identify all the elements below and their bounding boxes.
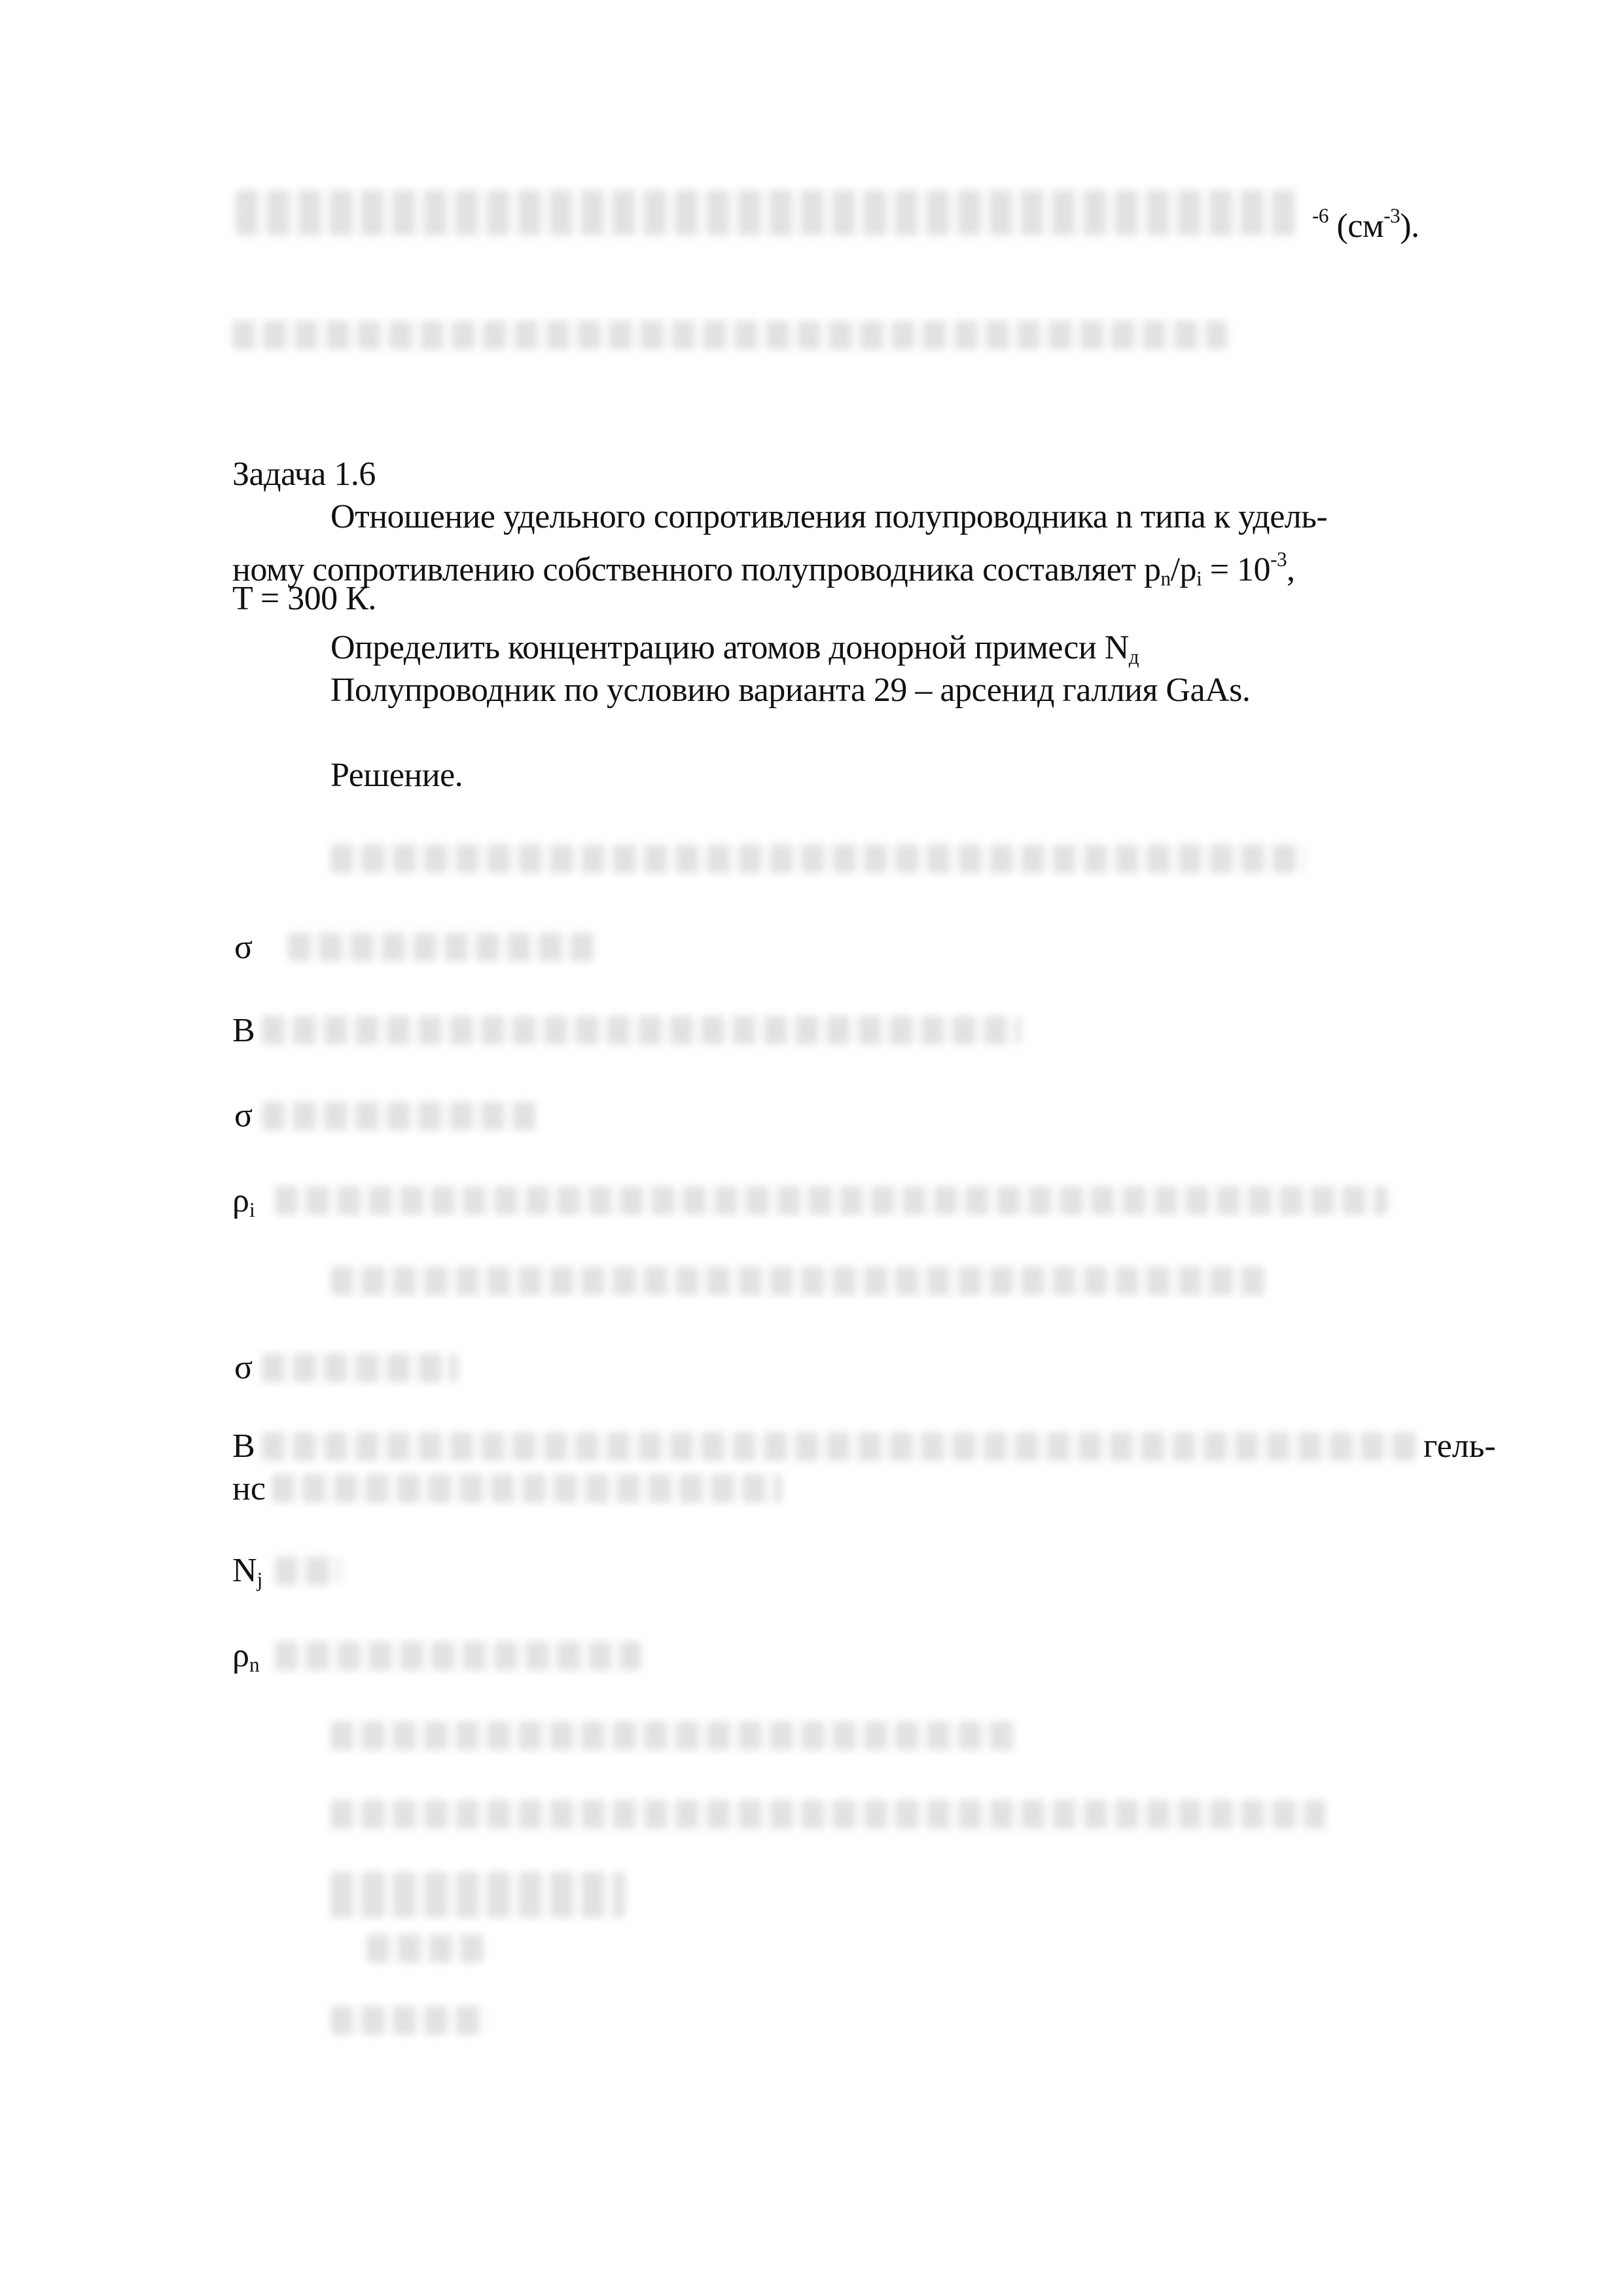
illegible-text-v-2: [262, 1432, 1420, 1461]
illegible-solution-step-1: [330, 844, 1306, 873]
problem-line-2-text: ному сопротивлению собственного полупроводника составляет p: [232, 550, 1161, 588]
rho-letter: ρ: [232, 1182, 249, 1219]
rho-n-sub: n: [249, 1653, 260, 1676]
illegible-formula-top: [236, 190, 1296, 236]
formula-units: [1312, 196, 1419, 246]
rho-n-symbol: [232, 1636, 260, 1685]
illegible-formula-line-a: [330, 1800, 1325, 1829]
sub-n: n: [1160, 567, 1171, 590]
units-exponent: -3: [1383, 204, 1400, 227]
formula-exponent: -6: [1312, 204, 1329, 227]
n-symbol: [232, 1551, 262, 1600]
units-close: ).: [1400, 207, 1419, 245]
n-sub: j: [257, 1568, 263, 1591]
problem-line-1: Отношение удельного сопротивления полупроводника n типа к удель-: [330, 498, 1328, 535]
illegible-formula-n: [275, 1556, 340, 1585]
illegible-text-v-1: [262, 1016, 1021, 1045]
v-letter-2: В: [232, 1427, 255, 1465]
rho-letter-n: ρ: [232, 1637, 249, 1674]
illegible-formula-sigma-1: [288, 933, 596, 961]
units-open: (см: [1336, 207, 1384, 245]
n-letter: N: [232, 1552, 257, 1589]
illegible-formula-fraction: [330, 1872, 625, 1918]
comma: ,: [1287, 550, 1295, 588]
problem-line-3: T = 300 К.: [232, 580, 376, 617]
illegible-answer-word: [330, 2006, 488, 2035]
illegible-formula-sigma-2: [262, 1102, 537, 1130]
problem-line-5: Полупроводник по условию варианта 29 – арсенид галлия GaAs.: [330, 672, 1251, 709]
equals-ten: = 10: [1202, 550, 1271, 588]
illegible-formula-rho-n: [275, 1641, 641, 1670]
illegible-text-line-ns: [272, 1474, 782, 1503]
problem-line-4-text: Определить концентрацию атомов донорной примеси N: [330, 629, 1129, 666]
sigma-symbol-2: σ: [234, 1097, 253, 1134]
sub-i: i: [1196, 567, 1202, 590]
exp-minus-3: -3: [1270, 548, 1287, 571]
rho-i-symbol: [232, 1181, 255, 1230]
problem-line-2: [232, 540, 1295, 599]
rho-i-sub: i: [249, 1198, 255, 1221]
illegible-solution-step-2: [330, 1266, 1266, 1295]
illegible-formula-sigma-3: [262, 1354, 458, 1382]
hyphenated-word-end: гель-: [1423, 1427, 1496, 1465]
sigma-symbol-1: σ: [234, 929, 253, 966]
line-start-ns: нс: [232, 1470, 266, 1507]
task-heading: Задача 1.6: [232, 456, 376, 493]
v-letter-1: В: [232, 1012, 255, 1049]
sub-d: д: [1128, 645, 1139, 668]
slash-p: /p: [1170, 550, 1197, 588]
problem-line-4: [330, 628, 1139, 677]
illegible-answer-line: [232, 321, 1227, 350]
sigma-symbol-3: σ: [234, 1349, 253, 1386]
solution-label: Решение.: [330, 757, 463, 794]
illegible-formula-denominator: [366, 1934, 484, 1963]
illegible-solution-step-3: [330, 1721, 1018, 1750]
illegible-formula-rho-i: [275, 1186, 1387, 1215]
